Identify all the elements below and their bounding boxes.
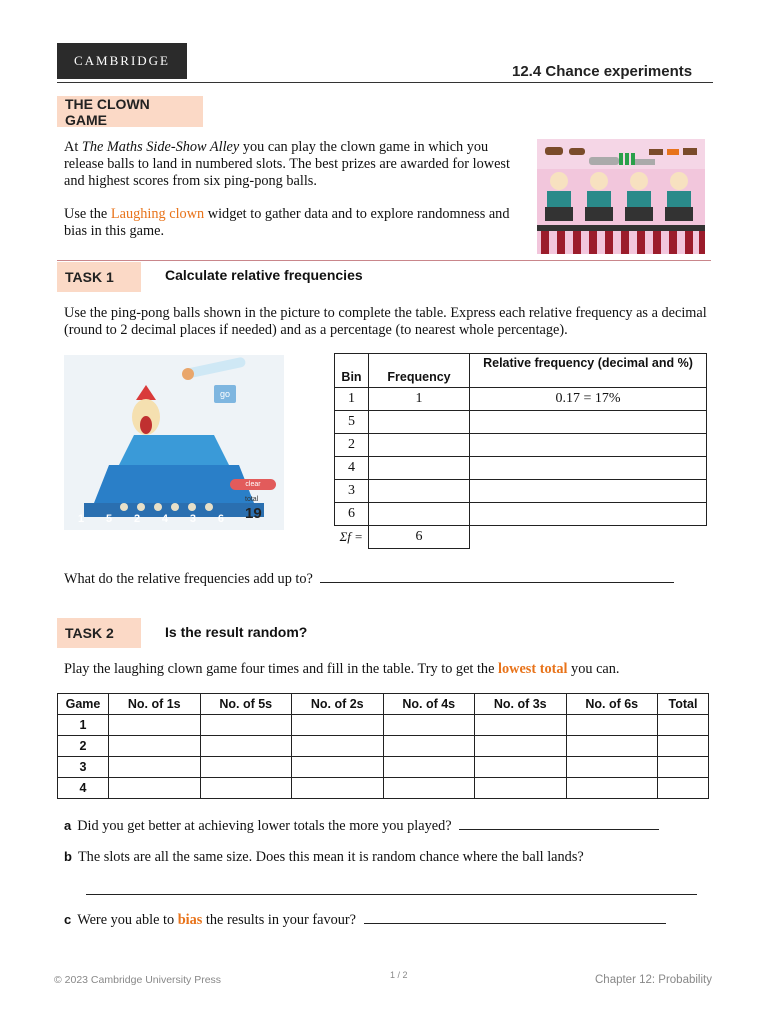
task1-title: Calculate relative frequencies — [165, 267, 363, 283]
task2-label-text: TASK 2 — [65, 625, 114, 641]
input-cell[interactable] — [292, 757, 384, 778]
input-cell[interactable] — [292, 778, 384, 799]
task1-label — [57, 262, 141, 292]
frequency-cell[interactable] — [369, 411, 470, 434]
task1-question — [64, 571, 674, 588]
input-cell[interactable] — [200, 715, 292, 736]
header-6s: No. of 6s — [566, 694, 658, 715]
task1-label-text: TASK 1 — [65, 269, 114, 285]
header-1s: No. of 1s — [109, 694, 201, 715]
input-cell[interactable] — [383, 715, 475, 736]
header-5s: No. of 5s — [200, 694, 292, 715]
relative-frequency-cell[interactable] — [470, 411, 707, 434]
slot-number: 2 — [133, 513, 141, 525]
relative-frequency-cell[interactable] — [470, 480, 707, 503]
table-row — [58, 757, 709, 778]
lowest-total-highlight: lowest total — [498, 661, 568, 677]
input-cell[interactable] — [475, 757, 567, 778]
question-c — [64, 912, 666, 929]
question-letter: a — [64, 818, 72, 833]
bias-highlight: bias — [177, 912, 203, 928]
clown-game-heading — [57, 96, 203, 127]
header-rule — [57, 82, 713, 83]
question-b — [64, 849, 584, 866]
table-row — [335, 457, 707, 480]
intro-p2-pre: Use the — [64, 206, 111, 222]
relative-frequency-cell[interactable] — [470, 457, 707, 480]
laughing-clown-widget — [64, 355, 284, 530]
slot-numbers — [78, 513, 224, 525]
header-game: Game — [58, 694, 109, 715]
header-total: Total — [658, 694, 709, 715]
table-row — [335, 434, 707, 457]
logo-text: CAMBRIDGE — [73, 53, 170, 68]
input-cell[interactable] — [658, 778, 709, 799]
section-title: 12.4 Chance experiments — [512, 63, 693, 80]
intro-paragraph-2 — [64, 206, 524, 240]
table-row — [335, 388, 707, 411]
slot-number: 5 — [105, 513, 113, 525]
relative-frequency-cell[interactable] — [470, 434, 707, 457]
input-cell[interactable] — [475, 736, 567, 757]
intro-p1-pre: At — [64, 139, 82, 155]
intro-paragraph-1 — [64, 139, 524, 190]
input-cell[interactable] — [109, 778, 201, 799]
question-letter: b — [64, 849, 72, 864]
sum-label-text: Σf = — [339, 529, 363, 545]
bin-cell: 1 — [335, 388, 369, 411]
intro-p2-post: widget to gather data and to explore randomness and bias in this game. — [64, 206, 510, 239]
game-number: 2 — [58, 736, 109, 757]
section-divider — [57, 260, 711, 261]
clown-game-intro — [64, 139, 524, 240]
table-row — [58, 778, 709, 799]
input-cell[interactable] — [658, 757, 709, 778]
input-cell[interactable] — [566, 757, 658, 778]
task2-label — [57, 618, 141, 648]
input-cell[interactable] — [475, 715, 567, 736]
frequency-cell[interactable] — [369, 503, 470, 526]
frequency-cell[interactable] — [369, 457, 470, 480]
header-3s: No. of 3s — [475, 694, 567, 715]
input-cell[interactable] — [566, 715, 658, 736]
question-letter: c — [64, 912, 72, 927]
task1-question-text: What do the relative frequencies add up to? — [64, 571, 313, 587]
question-c-answer-line[interactable] — [364, 923, 666, 924]
game-number: 3 — [58, 757, 109, 778]
input-cell[interactable] — [200, 736, 292, 757]
header-frequency: Frequency — [369, 354, 470, 388]
input-cell[interactable] — [109, 715, 201, 736]
table-row — [58, 736, 709, 757]
total-value: 19 — [245, 505, 262, 522]
intro-p1-italic: The Maths Side-Show Alley — [81, 139, 240, 155]
bin-cell: 2 — [335, 434, 369, 457]
task1-answer-line[interactable] — [320, 582, 674, 583]
table-row — [335, 411, 707, 434]
bin-cell: 3 — [335, 480, 369, 503]
task1-instructions: Use the ping-pong balls shown in the picture to complete the table. Express each relative frequency as a decimal (round to 2 decimal places if needed) and as a percentage (to nearest whole percentage). — [64, 305, 707, 338]
header-relative-frequency: Relative frequency (decimal and %) — [470, 354, 707, 388]
question-a-answer-line[interactable] — [459, 829, 659, 830]
sum-row — [335, 526, 707, 549]
clown-booth-image — [537, 139, 705, 254]
header-4s: No. of 4s — [383, 694, 475, 715]
task2-instructions — [64, 661, 714, 678]
total-label: total — [245, 496, 259, 503]
bin-cell: 5 — [335, 411, 369, 434]
input-cell[interactable] — [566, 778, 658, 799]
bin-cell: 4 — [335, 457, 369, 480]
input-cell[interactable] — [109, 757, 201, 778]
slot-number: 4 — [161, 513, 169, 525]
table-row — [335, 480, 707, 503]
question-b-text: The slots are all the same size. Does this mean it is random chance where the ball lands? — [77, 849, 584, 865]
slot-number: 1 — [78, 513, 85, 525]
footer-chapter: Chapter 12: Probability — [595, 974, 712, 986]
frequency-cell[interactable] — [369, 480, 470, 503]
frequency-cell[interactable] — [369, 434, 470, 457]
page-number: 1 / 2 — [390, 970, 408, 980]
table-row — [58, 715, 709, 736]
table-row — [335, 503, 707, 526]
game-number: 4 — [58, 778, 109, 799]
game-number: 1 — [58, 715, 109, 736]
bin-cell: 6 — [335, 503, 369, 526]
clown-widget-drawing — [64, 355, 284, 530]
cambridge-logo — [57, 43, 187, 79]
input-cell[interactable] — [475, 778, 567, 799]
question-b-answer-line[interactable] — [86, 880, 697, 895]
header-bin: Bin — [335, 354, 369, 388]
question-a — [64, 818, 659, 835]
task2-title: Is the result random? — [165, 624, 308, 640]
input-cell[interactable] — [383, 736, 475, 757]
sum-value: 6 — [369, 526, 470, 549]
footer-copyright: © 2023 Cambridge University Press — [54, 974, 222, 986]
frequency-table — [334, 353, 707, 549]
task2-instr-post: you can. — [567, 661, 620, 677]
header-2s: No. of 2s — [292, 694, 384, 715]
input-cell[interactable] — [658, 736, 709, 757]
empty-cell — [470, 526, 707, 549]
question-c-pre: Were you able to — [77, 912, 178, 928]
slot-number: 6 — [217, 513, 224, 525]
input-cell[interactable] — [200, 757, 292, 778]
relative-frequency-cell[interactable] — [470, 503, 707, 526]
intro-p1-post: you can play the clown game in which you release balls to land in numbered slots. The best prizes are awarded for lowest and highest scores from six ping-pong balls. — [64, 139, 510, 189]
input-cell[interactable] — [658, 715, 709, 736]
go-button[interactable]: go — [214, 385, 236, 403]
input-cell[interactable] — [566, 736, 658, 757]
sum-label — [335, 526, 369, 549]
laughing-clown-link[interactable]: Laughing clown — [110, 206, 205, 222]
input-cell[interactable] — [383, 757, 475, 778]
slot-number: 3 — [189, 513, 196, 525]
input-cell[interactable] — [292, 715, 384, 736]
input-cell[interactable] — [109, 736, 201, 757]
question-a-text: Did you get better at achieving lower totals the more you played? — [77, 818, 452, 834]
question-c-post: the results in your favour? — [202, 912, 357, 928]
input-cell[interactable] — [200, 778, 292, 799]
clear-button[interactable]: clear — [230, 479, 276, 490]
clown-game-illustration — [537, 139, 705, 254]
game-table — [57, 693, 709, 799]
clown-game-heading-text: THE CLOWN GAME — [65, 95, 150, 128]
input-cell[interactable] — [383, 778, 475, 799]
input-cell[interactable] — [292, 736, 384, 757]
relative-frequency-cell[interactable]: 0.17 = 17% — [470, 388, 707, 411]
frequency-cell[interactable]: 1 — [369, 388, 470, 411]
task2-instr-pre: Play the laughing clown game four times and fill in the table. Try to get the — [64, 661, 498, 677]
